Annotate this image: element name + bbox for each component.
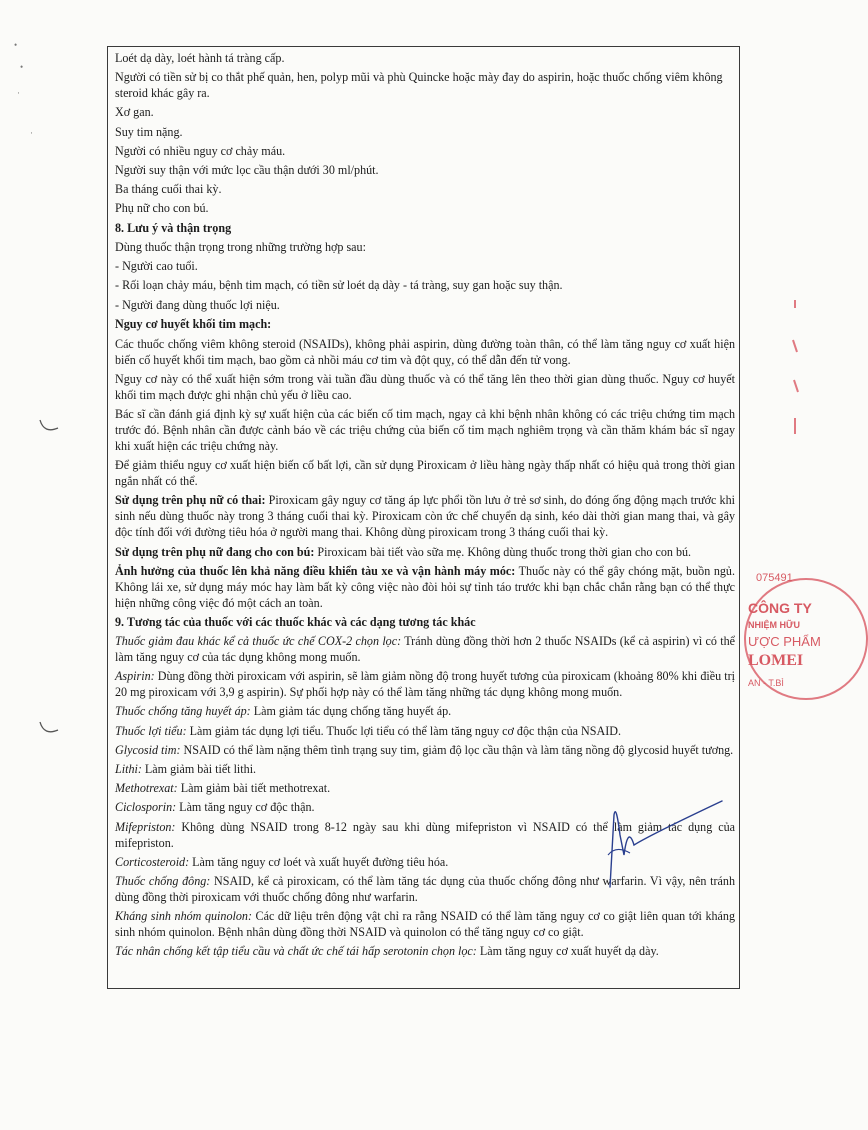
contraindication-item: Loét dạ dày, loét hành tá tràng cấp.	[115, 51, 285, 65]
interaction-item	[115, 780, 735, 796]
contraindication-item: Xơ gan.	[115, 105, 154, 120]
pregnancy-paragraph	[115, 492, 735, 540]
interaction-text: Làm tăng nguy cơ loét và xuất huyết đường tiêu hóa.	[189, 854, 449, 869]
interaction-label: Thuốc giảm đau khác kể cả thuốc ức chế COX-2 chọn lọc:	[115, 634, 402, 649]
cardiovascular-paragraph: Các thuốc chống viêm không steroid (NSAIDs), không phải aspirin, dùng đường toàn thân, có thể làm tăng nguy cơ xuất hiện biến cố huyết khối tim mạch, bao gồm cả nhồi máu cơ tim và đột quỵ, có thể dẫn đến tử vong.	[115, 336, 735, 367]
contraindication-item: Người có tiền sử bị co thắt phế quản, hen, polyp mũi và phù Quincke hoặc mày đay do aspirin, hoặc thuốc chống viêm không steroid khác gây ra.	[115, 70, 723, 101]
stamp-text: CÔNG TY	[748, 600, 812, 616]
interaction-text: Làm tăng nguy cơ xuất huyết dạ dày.	[476, 944, 659, 959]
interaction-item	[115, 633, 735, 665]
interaction-label: Thuốc chống tăng huyết áp:	[115, 704, 251, 719]
interaction-label: Corticosteroid:	[115, 854, 190, 869]
interaction-label: Thuốc chống đông:	[115, 873, 211, 888]
interaction-text: NSAID, kể cả piroxicam, có thể làm tăng tác dụng của thuốc chống đông như warfarin. Vì vậy, nên tránh dùng đồng thời piroxicam với thuốc chống đông như warfarin.	[115, 873, 735, 904]
interaction-text: Tránh dùng đồng thời hơn 2 thuốc NSAIDs (kể cả aspirin) vì có thể làm tăng nguy cơ của tác dụng không mong muốn.	[115, 634, 735, 665]
cardiovascular-paragraph: Nguy cơ này có thể xuất hiện sớm trong vài tuần đầu dùng thuốc và có thể tăng lên theo thời gian dùng thuốc. Nguy cơ huyết khối tim mạch được ghi nhận chủ yếu ở liều cao.	[115, 371, 735, 402]
interaction-text: Làm giảm tác dụng chống tăng huyết áp.	[250, 704, 452, 719]
stamp-text: LOMEI	[748, 652, 804, 669]
stamp-number: 075491	[756, 572, 793, 584]
interaction-item	[115, 742, 735, 758]
contraindication-item: Phụ nữ cho con bú.	[115, 201, 209, 216]
interaction-item	[115, 854, 735, 870]
scan-speck: •	[14, 40, 18, 50]
scan-speck: ·	[17, 88, 20, 98]
driving-text: Thuốc này có thể gây chóng mặt, buồn ngủ. Không lái xe, sử dụng máy móc hay làm bất kỳ công việc nào đòi hỏi sự tỉnh táo trước khi bạn chắc chắn rằng bạn có thể thực hiện những công việc đó một cách an toàn.	[115, 563, 735, 610]
interaction-text: Dùng đồng thời piroxicam với aspirin, sẽ làm giảm nồng độ trong huyết tương của piroxicam (khoảng 80% khi điều trị 20 mg piroxicam với 3,9 g aspirin). Sự phối hợp này có thể làm tăng những tác dụng không mong muốn.	[115, 669, 735, 700]
interaction-label: Glycosid tim:	[115, 742, 181, 757]
interaction-label: Thuốc lợi tiểu:	[115, 723, 187, 738]
interaction-text: Các dữ liệu trên động vật chỉ ra rằng NSAID có thể làm tăng nguy cơ co giật liên quan tới kháng sinh nhóm quinolon. Bệnh nhân dùng đồng thời NSAID và quinolon có thể tăng nguy cơ co giật.	[115, 909, 736, 940]
stamp-text: ƯỢC PHẨM	[748, 634, 821, 649]
interaction-item	[115, 703, 735, 719]
stamp-text: AN - T.BÌ	[748, 678, 784, 688]
scan-speck: ·	[30, 128, 33, 138]
interaction-item	[115, 819, 735, 851]
interaction-item	[115, 761, 735, 777]
interaction-text: Làm giảm bài tiết lithi.	[141, 762, 257, 776]
interaction-label: Aspirin:	[115, 669, 155, 684]
adjacent-page-stamp-edge	[783, 300, 799, 440]
precaution-bullet: - Người đang dùng thuốc lợi niệu.	[115, 297, 735, 313]
interaction-item	[115, 723, 735, 739]
precaution-bullet: - Rối loạn chảy máu, bệnh tim mạch, có tiền sử loét dạ dày - tá tràng, suy gan hoặc suy thận.	[115, 277, 735, 293]
stamp-text: NHIỆM HỮU	[748, 620, 800, 630]
contraindication-item: Ba tháng cuối thai kỳ.	[115, 182, 222, 197]
lactation-text: Piroxicam bài tiết vào sữa mẹ. Không dùng thuốc trong thời gian cho con bú.	[314, 544, 692, 559]
punch-hole-mark	[38, 418, 60, 436]
interaction-label: Kháng sinh nhóm quinolon:	[115, 909, 252, 924]
interaction-label: Methotrexat:	[115, 781, 178, 796]
interaction-text: Làm giảm bài tiết methotrexat.	[177, 781, 331, 796]
driving-paragraph	[115, 563, 735, 611]
interaction-label: Lithi:	[115, 762, 142, 776]
interaction-item	[115, 908, 735, 940]
driving-label: Ảnh hưởng của thuốc lên khả năng điều khiển tàu xe và vận hành máy móc:	[115, 563, 516, 578]
interaction-label: Ciclosporin:	[115, 800, 177, 815]
company-stamp	[740, 560, 821, 740]
cardiovascular-risk-heading: Nguy cơ huyết khối tim mạch:	[115, 317, 272, 332]
lactation-paragraph	[115, 544, 735, 560]
lactation-label: Sử dụng trên phụ nữ đang cho con bú:	[115, 544, 315, 559]
interaction-label: Tác nhân chống kết tập tiểu cầu và chất ức chế tái hấp serotonin chọn lọc:	[115, 944, 477, 959]
pregnancy-text: Piroxicam gây nguy cơ tăng áp lực phổi tồn lưu ở trẻ sơ sinh, do đóng ống động mạch trước khi sinh nếu dùng thuốc này trong 3 tháng cuối thai kỳ. Piroxicam còn ức chế chuyển dạ sinh, kéo dài thời gian mang thai, và gây độc tính đối với đường tiêu hóa ở người mang thai. Không dùng piroxicam trong 3 tháng cuối thai kỳ.	[115, 493, 735, 540]
interaction-text: Làm giảm tác dụng lợi tiểu. Thuốc lợi tiểu có thể làm tăng nguy cơ độc thận của NSAID.	[186, 723, 622, 738]
contraindication-item: Người có nhiều nguy cơ chảy máu.	[115, 143, 286, 158]
precautions-intro: Dùng thuốc thận trọng trong những trường hợp sau:	[115, 239, 366, 254]
pregnancy-label: Sử dụng trên phụ nữ có thai:	[115, 493, 266, 508]
scan-speck: •	[20, 62, 24, 72]
interaction-item	[115, 799, 735, 815]
interaction-item	[115, 668, 735, 700]
cardiovascular-paragraph: Bác sĩ cần đánh giá định kỳ sự xuất hiện của các biến cố tim mạch, ngay cả khi bệnh nhân không có các triệu chứng tim mạch trước đó. Bệnh nhân cần được cảnh báo về các triệu chứng của biến cố tim mạch nghiêm trọng và cần thăm khám bác sĩ ngay khi xuất hiện các triệu chứng này.	[115, 406, 735, 453]
cardiovascular-paragraph: Để giảm thiểu nguy cơ xuất hiện biến cố bất lợi, cần sử dụng Piroxicam ở liều hàng ngày thấp nhất có hiệu quả trong thời gian ngắn nhất có thể.	[115, 458, 735, 489]
interaction-item	[115, 873, 735, 905]
interaction-item	[115, 943, 735, 959]
interaction-label: Mifepriston:	[115, 819, 176, 834]
interaction-text: Làm tăng nguy cơ độc thận.	[176, 800, 315, 815]
precaution-bullet: - Người cao tuổi.	[115, 258, 735, 274]
contraindication-item: Người suy thận với mức lọc cầu thận dưới 30 ml/phút.	[115, 162, 379, 177]
interaction-text: NSAID có thể làm nặng thêm tình trạng suy tim, giảm độ lọc cầu thận và làm tăng nồng độ glycosid huyết tương.	[180, 742, 734, 757]
contraindication-item: Suy tim nặng.	[115, 124, 183, 139]
section-9-heading: 9. Tương tác của thuốc với các thuốc khác và các dạng tương tác khác	[115, 614, 476, 629]
punch-hole-mark	[38, 720, 60, 738]
leaflet-content	[115, 50, 735, 963]
interaction-text: Không dùng NSAID trong 8-12 ngày sau khi dùng mifepriston vì NSAID có thể làm giảm tác dụng của mifepriston.	[115, 819, 735, 850]
section-8-heading: 8. Lưu ý và thận trọng	[115, 220, 232, 235]
